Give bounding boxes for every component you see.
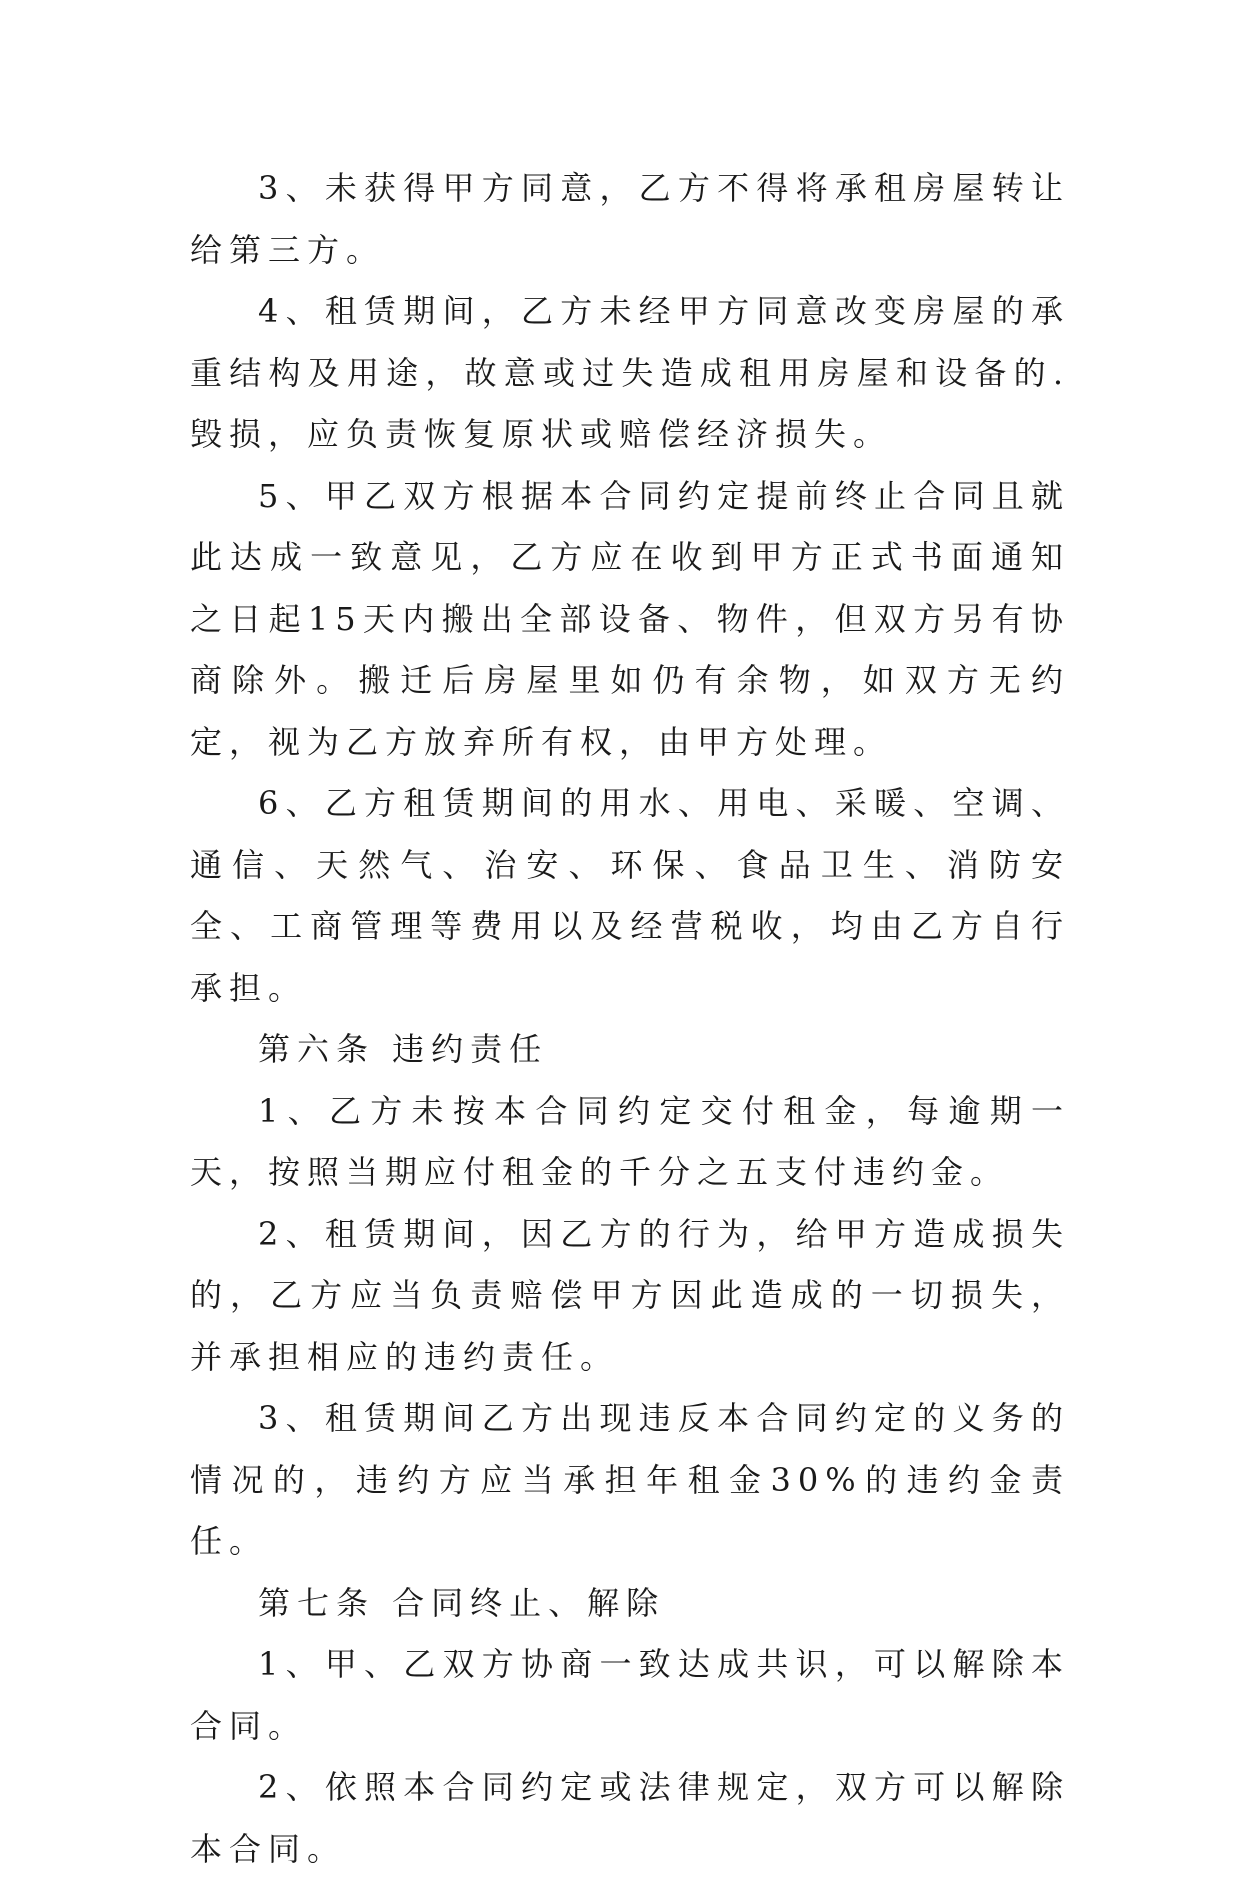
clause-5-5: 5、甲乙双方根据本合同约定提前终止合同且就此达成一致意见，乙方应在收到甲方正式书面通知之日起15天内搬出全部设备、物件，但双方另有协商除外。搬迁后房屋里如仍有余物，如双方无约定，视为乙方放弃所有权，由甲方处理。 xyxy=(190,476,1070,761)
clause-6-3: 3、租赁期间乙方出现违反本合同约定的义务的情况的，违约方应当承担年租金30%的违约金责任。 xyxy=(190,1399,1070,1560)
article-6-heading: 第六条 违约责任 xyxy=(258,1030,549,1068)
clause-5-6: 6、乙方租赁期间的用水、用电、采暖、空调、通信、天然气、治安、环保、食品卫生、消防安全、工商管理等费用以及经营税收，均由乙方自行承担。 xyxy=(190,784,1070,1007)
clause-6-2: 2、租赁期间，因乙方的行为，给甲方造成损失的，乙方应当负责赔偿甲方因此造成的一切损失，并承担相应的违约责任。 xyxy=(190,1214,1070,1376)
clause-7-2: 2、依照本合同约定或法律规定，双方可以解除本合同。 xyxy=(190,1768,1070,1868)
document-body xyxy=(190,158,1070,1880)
clause-5-3: 3、未获得甲方同意，乙方不得将承租房屋转让给第三方。 xyxy=(190,169,1070,269)
clause-7-1: 1、甲、乙双方协商一致达成共识，可以解除本合同。 xyxy=(190,1645,1070,1745)
clause-6-1: 1、乙方未按本合同约定交付租金，每逾期一天，按照当期应付租金的千分之五支付违约金。 xyxy=(190,1091,1070,1191)
article-7-heading: 第七条 合同终止、解除 xyxy=(258,1583,666,1622)
clause-5-4: 4、租赁期间，乙方未经甲方同意改变房屋的承重结构及用途，故意或过失造成租用房屋和设备的.毁损，应负责恢复原状或赔偿经济损失。 xyxy=(190,292,1070,453)
